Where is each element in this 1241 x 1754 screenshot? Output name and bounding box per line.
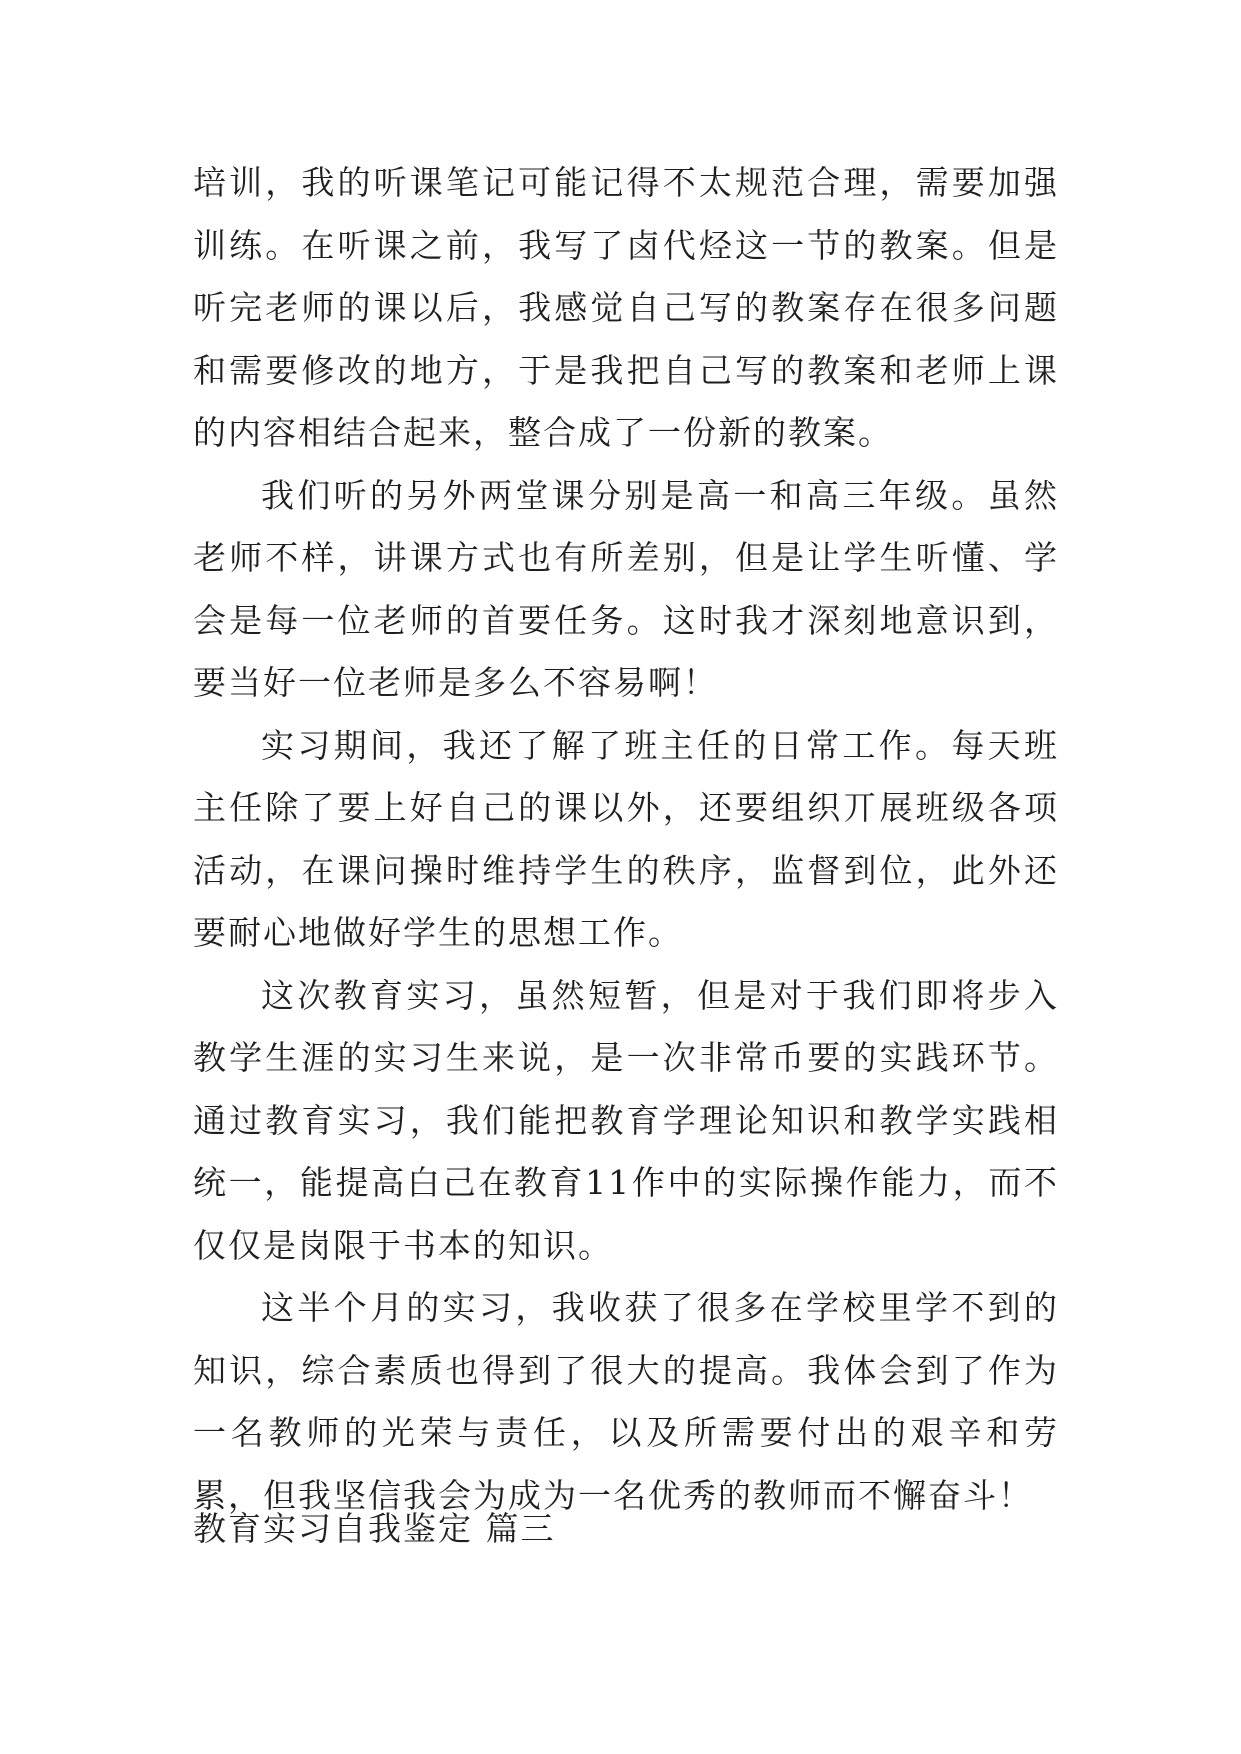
document-body [193, 152, 1059, 1527]
paragraph-homeroom-work: 实习期间，我还了解了班主任的日常工作。每天班主任除了要上好自己的课以外，还要组织丌展班级各项活动，在课问操时维持学生的秩序，监督到位，此外还要耐心地做好学生的思想工作。 [193, 725, 1059, 952]
paragraph-continuation: 培训，我的听课笔记可能记得不太规范合理，需要加强训练。在听课之前，我写了卤代烃这一节的教案。但是听完老师的课以后，我感觉自己写的教案存在很多问题和需要修改的地方，于是我把自己写的教案和老师上课的内容相结合起来，整合成了一份新的教案。 [193, 163, 1059, 452]
paragraph-internship-value: 这次教育实习，虽然短暂，但是对于我们即将步入教学生涯的实习生来说，是一次非常币要的实践环节。通过教育实习，我们能把教育学理论知识和教学实践相统一，能提高白己在教育11作中的实际操作能力，而不仅仅是岗限于书本的知识。 [193, 975, 1059, 1265]
paragraph-conclusion: 这半个月的实习，我收获了很多在学校里学不到的知识，综合素质也得到了很大的提高。我体会到了作为一名教师的光荣与责任，以及所需要付出的艰辛和劳累，但我坚信我会为成为一名优秀的教师而不懈奋斗！ [193, 1288, 1059, 1515]
section-heading: 教育实习自我鉴定 篇三 [193, 1509, 556, 1548]
paragraph-other-lessons: 我们听的另外两堂课分别是高一和高三年级。虽然老师不样，讲课方式也有所差别，但是让学生听懂、学会是每一位老师的首要任务。这时我才深刻地意识到，要当好一位老师是多么不容易啊！ [193, 475, 1059, 702]
